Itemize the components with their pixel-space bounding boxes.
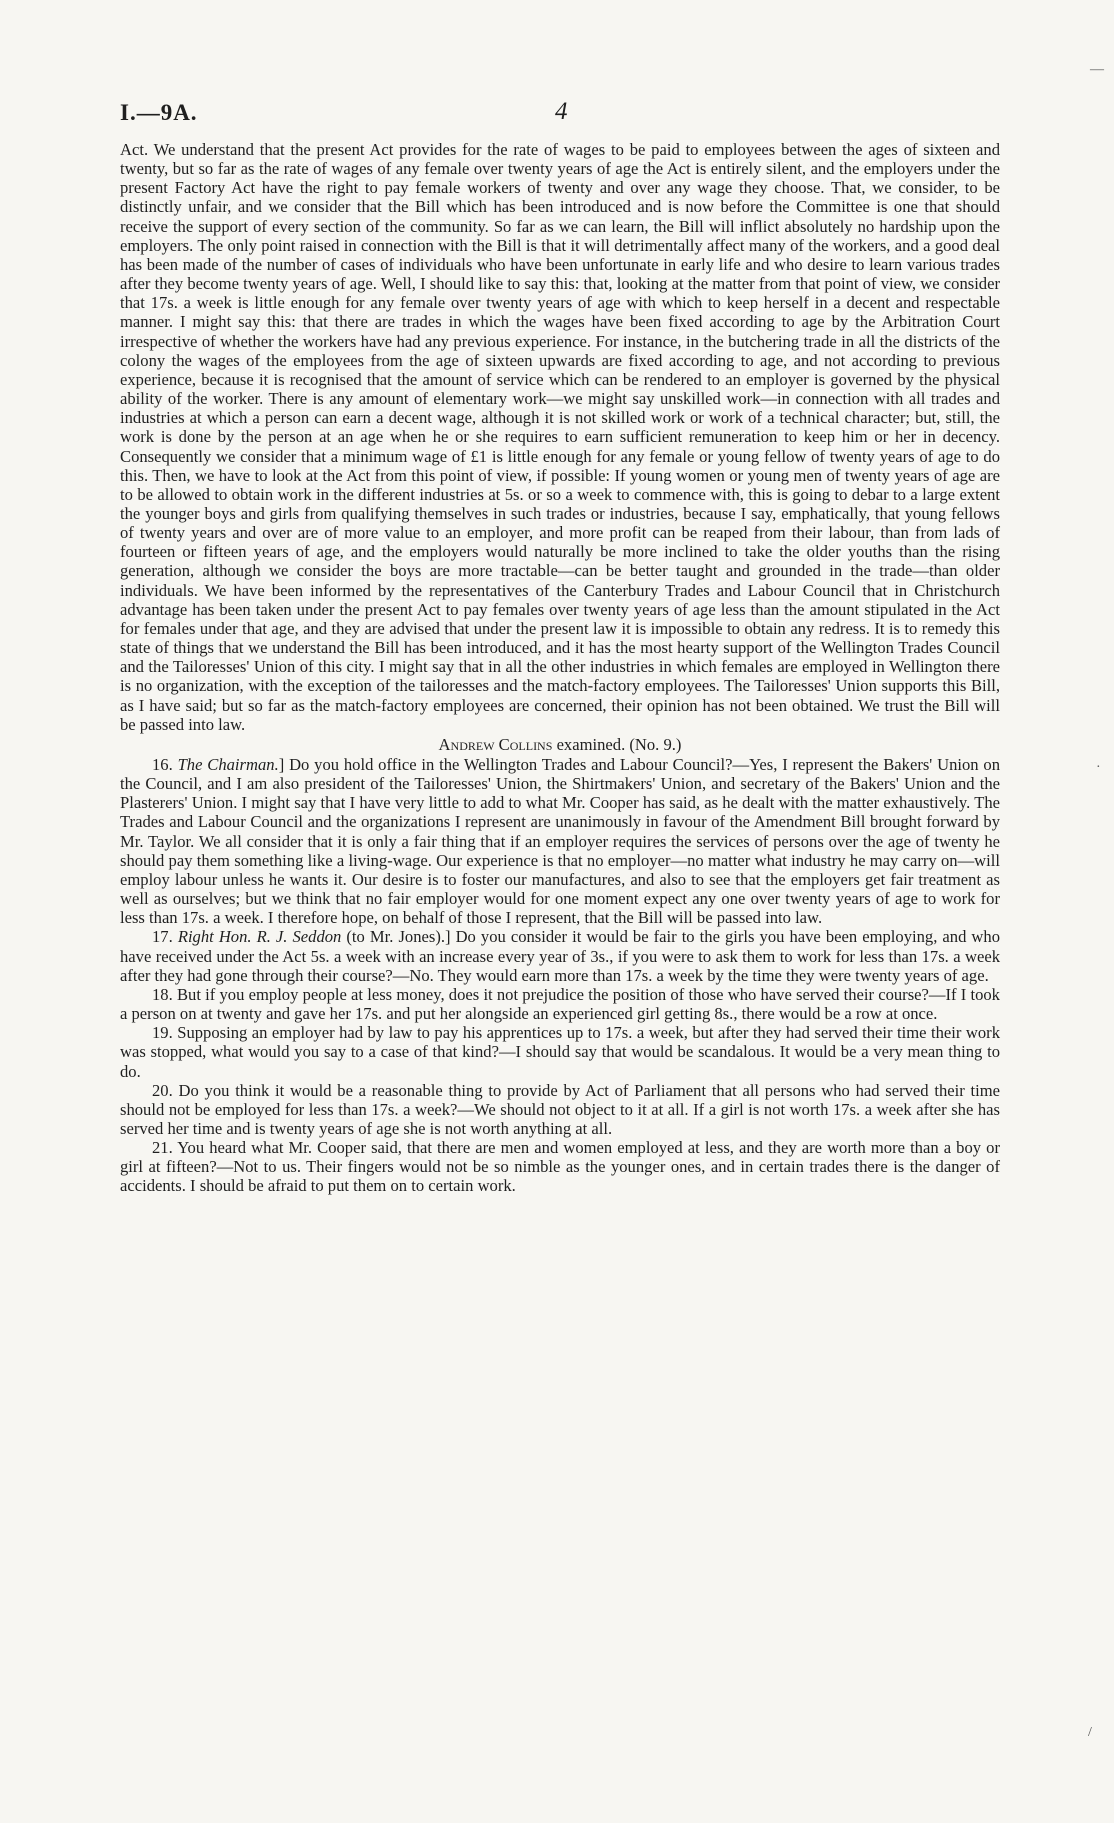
witness-name: Andrew Collins <box>438 734 553 754</box>
document-page <box>120 92 1000 1196</box>
question-18 <box>120 985 1000 1023</box>
question-text: But if you employ people at less money, does it not prejudice the position of those who have served their course?—If I took a person on at twenty and gave her 17s. and put her alongside an experienced girl getting 8s., there would be a row at once. <box>120 984 1000 1024</box>
margin-mark: · <box>1096 760 1101 775</box>
margin-mark: / <box>1088 1725 1092 1740</box>
question-number: 21. <box>152 1138 173 1158</box>
question-21 <box>120 1138 1000 1195</box>
question-text: (to Mr. Jones).] Do you consider it would be fair to the girls you have been employing, and who have received under the Act 5s. a week with an increase every year of 3s., if you were to ask them to work for less than 17s. a week after they had gone through their course?—No. They would earn more than 17s. a week by the time they were twenty years of age. <box>120 927 1000 985</box>
question-text: You heard what Mr. Cooper said, that there are men and women employed at less, and they are worth more than a boy or girl at fifteen?—Not to us. Their fingers would not be so nimble as the younger ones, and in certain trades there is the danger of accidents. I should be afraid to put them on to certain work. <box>120 1138 1000 1196</box>
question-17 <box>120 927 1000 984</box>
question-19 <box>120 1023 1000 1080</box>
question-number: 19. <box>152 1023 173 1043</box>
question-speaker: Right Hon. R. J. Seddon <box>177 927 342 947</box>
witness-heading <box>120 734 1000 755</box>
question-text: ] Do you hold office in the Wellington Trades and Labour Council?—Yes, I represent the Bakers' Union on the Council, and I am also president of the Tailoresses' Union, the Shirtmakers' Union, and secretary of the Bakers' Union and the Plasterers' Union. I might say that I have very little to add to what Mr. Cooper has said, as he dealt with the matter exhaustively. The Trades and Labour Council and the organizations I represent are unanimously in favour of the Amendment Bill brought forward by Mr. Taylor. We all consider that it is only a fair thing that if an employer requires the services of persons over the age of twenty he should pay them something like a living-wage. Our experience is that no employer—no matter what industry he may carry on—will employ labour unless he wants it. Our desire is to foster our manufactures, and also to see that the employers get fair treatment as well as ourselves; but we think that no fair employer would for one moment expect any one over twenty years of age to work for less than 17s. a week. I therefore hope, on behalf of those I represent, that the Bill will be passed into law. <box>120 755 1000 928</box>
question-text: Supposing an employer had by law to pay his apprentices up to 17s. a week, but after they had served their time their work was stopped, what would you say to a case of that kind?—I should say that would be scandalous. It would be a very mean thing to do. <box>120 1023 1000 1081</box>
question-16 <box>120 755 1000 927</box>
margin-mark: — <box>1090 62 1104 77</box>
question-number: 16. <box>152 755 173 774</box>
opening-paragraph: Act. We understand that the present Act provides for the rate of wages to be paid to employees between the ages of sixteen and twenty, but so far as the rate of wages of any female over twenty years of age the Act is entirely silent, and the employers under the present Factory Act have the right to pay female workers of twenty and over any wage they choose. That, we consider, to be distinctly unfair, and we consider that the Bill which has been introduced and is now before the Committee is one that should receive the support of every section of the community. So far as we can learn, the Bill will inflict absolutely no hardship upon the employers. The only point raised in connection with the Bill is that it will detrimentally affect many of the workers, and a good deal has been made of the number of cases of individuals who have been unfortunate in early life and who desire to learn various trades after they become twenty years of age. Well, I should like to say this: that, looking at the matter from that point of view, we consider that 17s. a week is little enough for any female over twenty years of age with which to keep herself in a decent and respectable manner. I might say this: that there are trades in which the wages have been fixed according to age by the Arbitration Court irrespective of whether the workers have had any previous experience. For instance, in the butchering trade in all the districts of the colony the wages of the employees from the age of sixteen upwards are fixed according to age, and not according to previous experience, because it is recognised that the amount of service which can be rendered to an employer is governed by the physical ability of the worker. There is any amount of elementary work—we might say unskilled work—in connection with all trades and industries at which a person can earn a decent wage, although it is not skilled work or work of a technical character; but, still, the work is done by the person at an age when he or she requires to earn sufficient remuneration to keep him or her in decency. Consequently we consider that a minimum wage of £1 is little enough for any female or young fellow of twenty years of age to do this. Then, we have to look at the Act from this point of view, if possible: If young women or young men of twenty years of age are to be allowed to obtain work in the different industries at 5s. or so a week to commence with, this is going to debar to a large extent the younger boys and girls from qualifying themselves in such trades or industries, because I say, emphatically, that young fellows of twenty years and over are of more value to an employer, and more profit can be reaped from their labour, than from lads of fourteen or fifteen years of age, and the employers would naturally be more inclined to take the older youths than the rising generation, although we consider the boys are more tractable—can be better taught and grounded in the trade—than older individuals. We have been informed by the representatives of the Canterbury Trades and Labour Council that in Christchurch advantage has been taken under the present Act to pay females over twenty years of age less than the amount stipulated in the Act for females under that age, and they are advised that under the present law it is impossible to obtain any redress. It is to remedy this state of things that we understand the Bill has been introduced, and it has the most hearty support of the Wellington Trades Council and the Tailoresses' Union of this city. I might say that in all the other industries in which females are employed in Wellington there is no organization, with the exception of the tailoresses and the match-factory employees. The Tailoresses' Union supports this Bill, as I have said; but so far as the match-factory employees are concerned, their opinion has not been obtained. We trust the Bill will be passed into law. <box>120 140 1000 734</box>
question-number: 17. <box>152 927 173 947</box>
question-20 <box>120 1081 1000 1138</box>
body-text <box>120 140 1000 1196</box>
question-speaker: The Chairman. <box>177 755 279 774</box>
document-reference: I.—9A. <box>120 100 198 125</box>
question-number: 18. <box>152 984 173 1004</box>
question-text: Do you think it would be a reasonable thing to provide by Act of Parliament that all persons who had served their time should not be employed for less than 17s. a week?—We should not object to it at all. If a girl is not worth 17s. a week after she has served her time and is twenty years of age she is not worth anything at all. <box>120 1080 1001 1138</box>
page-number: 4 <box>555 98 568 125</box>
page-header <box>120 92 1000 132</box>
question-number: 20. <box>152 1080 173 1100</box>
witness-heading-suffix: examined. (No. 9.) <box>556 734 682 754</box>
